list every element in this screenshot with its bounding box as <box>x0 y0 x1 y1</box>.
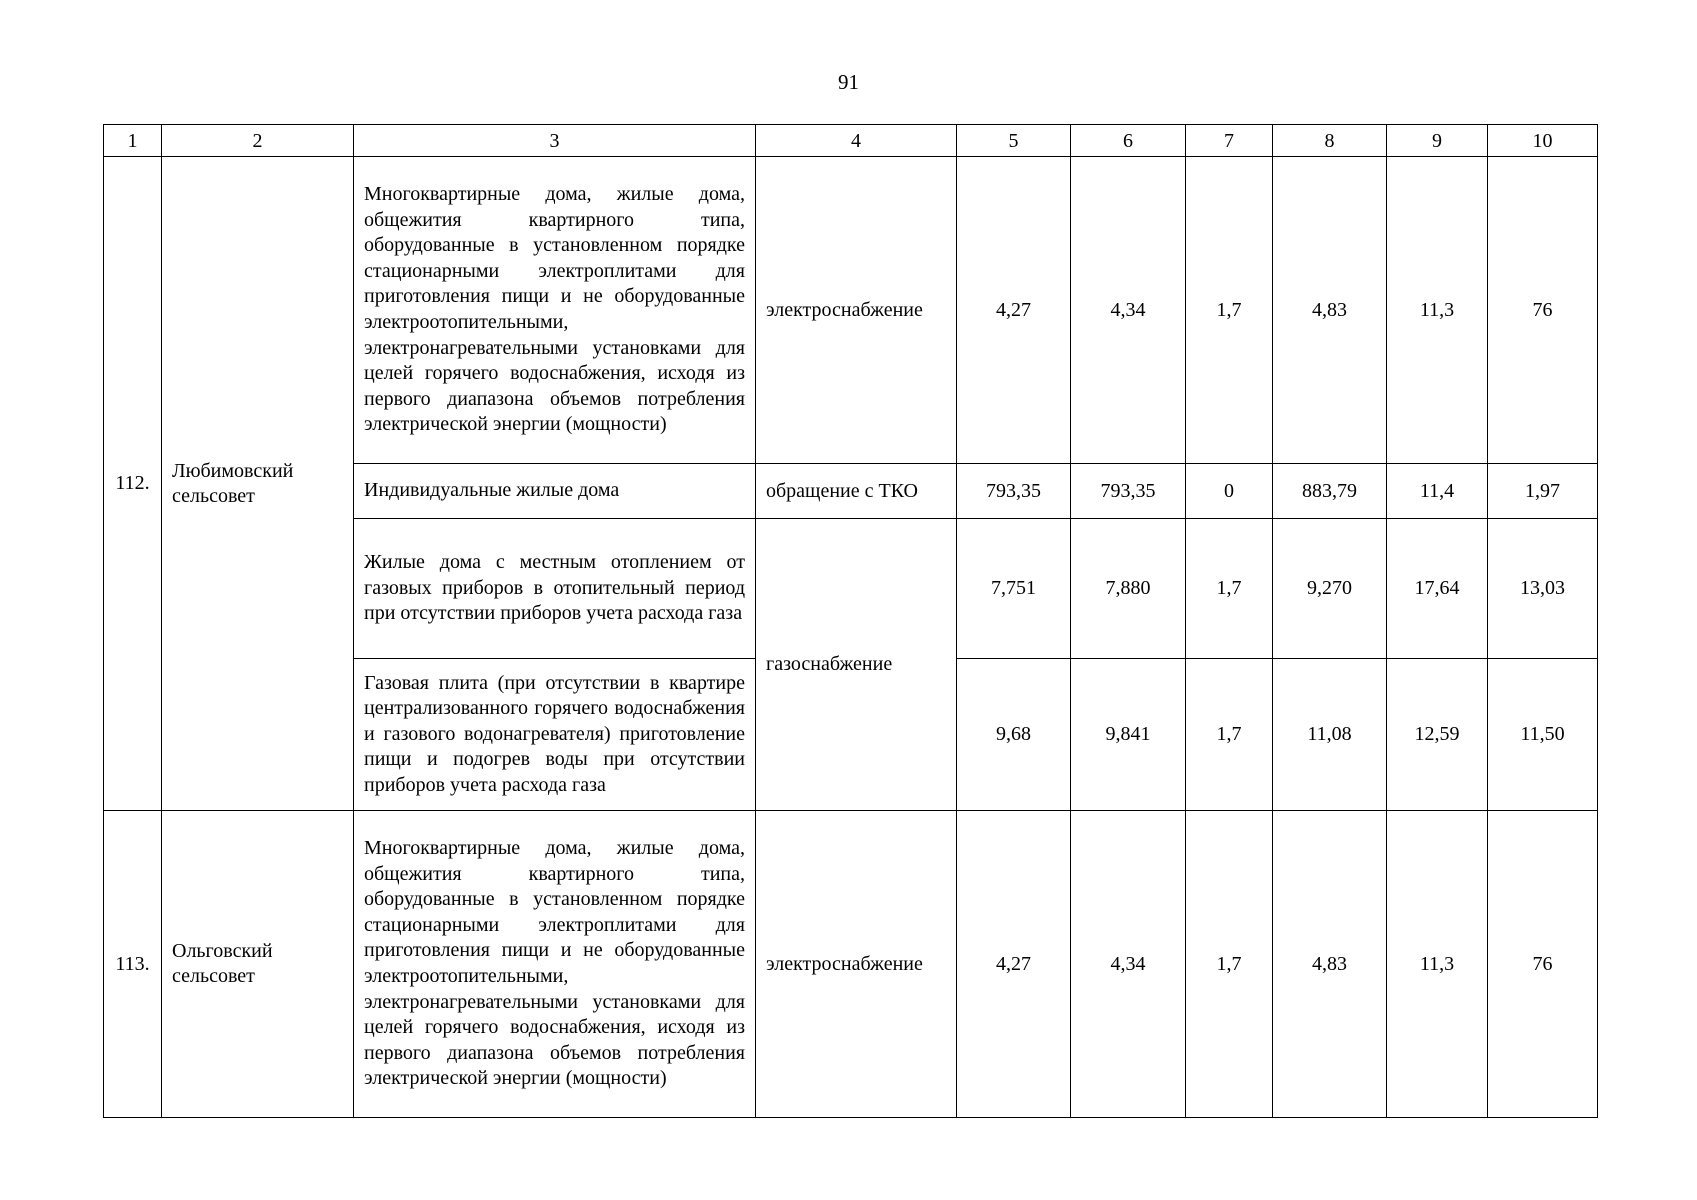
consumer-category: Индивидуальные жилые дома <box>354 464 756 519</box>
consumer-category: Жилые дома с местным отоплением от газовых приборов в отопительный период при отсутствии приборов учета расхода газа <box>354 519 756 659</box>
column-header: 9 <box>1387 125 1488 157</box>
value-cell: 4,34 <box>1071 157 1186 464</box>
utility-service: электроснабжение <box>756 157 957 464</box>
value-cell: 11,08 <box>1273 659 1387 811</box>
row-number: 112. <box>104 157 162 811</box>
column-header: 2 <box>162 125 354 157</box>
column-header: 1 <box>104 125 162 157</box>
value-cell: 793,35 <box>1071 464 1186 519</box>
value-cell: 9,841 <box>1071 659 1186 811</box>
value-cell: 11,50 <box>1488 659 1598 811</box>
value-cell: 4,83 <box>1273 811 1387 1118</box>
utility-service: электроснабжение <box>756 811 957 1118</box>
value-cell: 9,68 <box>957 659 1071 811</box>
value-cell: 0 <box>1186 464 1273 519</box>
value-cell: 883,79 <box>1273 464 1387 519</box>
value-cell: 4,27 <box>957 811 1071 1118</box>
municipality-name: Любимовский сельсовет <box>162 157 354 811</box>
utility-service: газоснабжение <box>756 519 957 811</box>
consumer-category: Многоквартирные дома, жилые дома, общежития квартирного типа, оборудованные в установленном порядке стационарными электроплитами для приготовления пищи и не оборудованные электроотопительными, электронагревательными установками для целей горячего водоснабжения, исходя из первого диапазона объемов потребления электрической энергии (мощности) <box>354 811 756 1118</box>
value-cell: 4,34 <box>1071 811 1186 1118</box>
column-header: 8 <box>1273 125 1387 157</box>
value-cell: 7,880 <box>1071 519 1186 659</box>
value-cell: 1,7 <box>1186 811 1273 1118</box>
value-cell: 11,4 <box>1387 464 1488 519</box>
value-cell: 793,35 <box>957 464 1071 519</box>
municipality-name: Ольговский сельсовет <box>162 811 354 1118</box>
value-cell: 1,7 <box>1186 519 1273 659</box>
column-header: 5 <box>957 125 1071 157</box>
column-header: 7 <box>1186 125 1273 157</box>
utility-service: обращение с ТКО <box>756 464 957 519</box>
consumer-category: Газовая плита (при отсутствии в квартире централизованного горячего водоснабжения и газового водонагревателя) приготовление пищи и подогрев воды при отсутствии приборов учета расхода газа <box>354 659 756 811</box>
consumer-category: Многоквартирные дома, жилые дома, общежития квартирного типа, оборудованные в установленном порядке стационарными электроплитами для приготовления пищи и не оборудованные электроотопительными, электронагревательными установками для целей горячего водоснабжения, исходя из первого диапазона объемов потребления электрической энергии (мощности) <box>354 157 756 464</box>
value-cell: 1,7 <box>1186 659 1273 811</box>
page-number: 91 <box>838 70 859 94</box>
value-cell: 11,3 <box>1387 811 1488 1118</box>
value-cell: 76 <box>1488 157 1598 464</box>
table-row <box>104 811 1598 1118</box>
column-number-row <box>104 125 1598 157</box>
value-cell: 1,7 <box>1186 157 1273 464</box>
column-header: 4 <box>756 125 957 157</box>
value-cell: 12,59 <box>1387 659 1488 811</box>
tariff-table <box>103 124 1598 1118</box>
value-cell: 4,83 <box>1273 157 1387 464</box>
value-cell: 76 <box>1488 811 1598 1118</box>
value-cell: 11,3 <box>1387 157 1488 464</box>
row-number: 113. <box>104 811 162 1118</box>
column-header: 3 <box>354 125 756 157</box>
column-header: 10 <box>1488 125 1598 157</box>
value-cell: 4,27 <box>957 157 1071 464</box>
value-cell: 7,751 <box>957 519 1071 659</box>
value-cell: 9,270 <box>1273 519 1387 659</box>
value-cell: 13,03 <box>1488 519 1598 659</box>
value-cell: 1,97 <box>1488 464 1598 519</box>
value-cell: 17,64 <box>1387 519 1488 659</box>
table-row <box>104 157 1598 464</box>
column-header: 6 <box>1071 125 1186 157</box>
